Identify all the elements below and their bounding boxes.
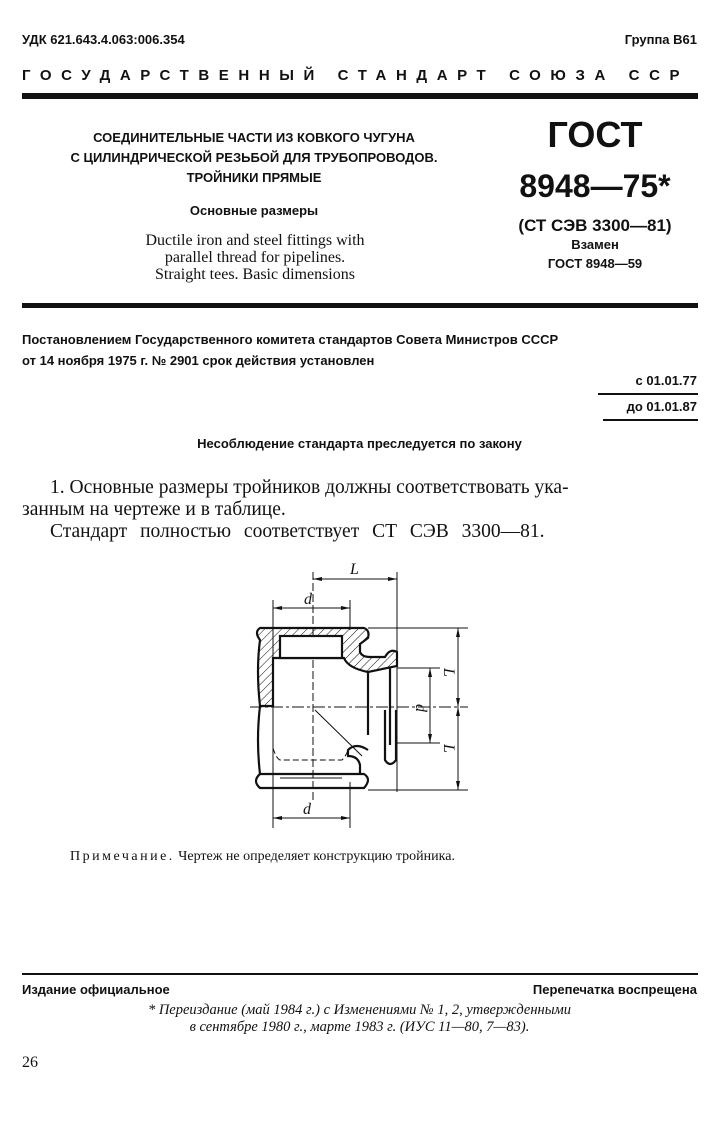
dimension-label-d: d	[304, 591, 312, 608]
replaces-standard: ГОСТ 8948—59	[547, 256, 643, 271]
title-line: ТРОЙНИКИ ПРЯМЫЕ	[186, 170, 322, 185]
dimension-label-d: d	[412, 704, 429, 712]
top-rule	[22, 93, 698, 99]
paragraph-line: занным на чертеже и в таблице.	[22, 499, 286, 520]
valid-from: с 01.01.77	[635, 373, 697, 388]
cmea-number: (СТ СЭВ 3300—81)	[518, 216, 672, 235]
dimension-label-L: L	[440, 744, 457, 753]
valid-to: до 01.01.87	[626, 399, 697, 414]
decree-line: от 14 ноября 1975 г. № 2901 срок действия установлен	[22, 353, 375, 368]
title-block	[22, 128, 486, 221]
english-line: parallel thread for pipelines.	[164, 249, 346, 266]
title-line: СОЕДИНИТЕЛЬНЫЕ ЧАСТИ ИЗ КОВКОГО ЧУГУНА	[93, 130, 415, 145]
subtitle: Основные размеры	[189, 203, 319, 218]
dimension-label-d: d	[303, 801, 311, 818]
date-rule	[598, 393, 698, 395]
group-code: Группа В61	[624, 32, 697, 47]
gost-number: 8948—75*	[519, 168, 671, 204]
note	[70, 849, 455, 865]
legal-warning: Несоблюдение стандарта преследуется по закону	[197, 436, 522, 451]
english-line: Straight tees. Basic dimensions	[155, 266, 355, 283]
udk-code: УДК 621.643.4.063:006.354	[22, 32, 185, 47]
paragraph-1	[22, 477, 569, 543]
paragraph-line: 1. Основные размеры тройников должны соответствовать ука-	[50, 477, 569, 498]
replaces-label: Взамен	[571, 237, 619, 252]
tee-drawing	[240, 560, 480, 840]
gost-label: ГОСТ	[547, 114, 643, 155]
paragraph-2: Стандарт полностью соответствует СТ СЭВ 3300—81.	[50, 521, 545, 542]
banner: ГОСУДАРСТВЕННЫЙ СТАНДАРТ СОЮЗА ССР	[22, 67, 690, 84]
designation-block	[490, 114, 700, 274]
reprint-prohibited: Перепечатка воспрещена	[532, 982, 697, 997]
decree	[22, 329, 558, 371]
title-line: С ЦИЛИНДРИЧЕСКОЙ РЕЗЬБОЙ ДЛЯ ТРУБОПРОВОДОВ.	[70, 150, 438, 165]
english-title	[100, 232, 410, 283]
footnote	[0, 1002, 719, 1036]
footnote-line: в сентябре 1980 г., марте 1983 г. (ИУС 11—80, 7—83).	[189, 1019, 530, 1035]
dimension-label-L: L	[440, 668, 457, 677]
official-edition: Издание официальное	[22, 982, 170, 997]
footer-rule	[22, 973, 698, 975]
page-number: 26	[22, 1054, 38, 1071]
note-label: Примечание.	[70, 849, 175, 864]
footnote-line: * Переиздание (май 1984 г.) с Изменениями № 1, 2, утвержденными	[147, 1002, 572, 1018]
section-rule	[22, 303, 698, 308]
date-rule	[603, 419, 698, 421]
note-text: Чертеж не определяет конструкцию тройника.	[178, 849, 455, 864]
decree-line: Постановлением Государственного комитета стандартов Совета Министров СССР	[22, 332, 559, 347]
dimension-label-L: L	[350, 561, 359, 578]
english-line: Ductile iron and steel fittings with	[145, 232, 365, 249]
